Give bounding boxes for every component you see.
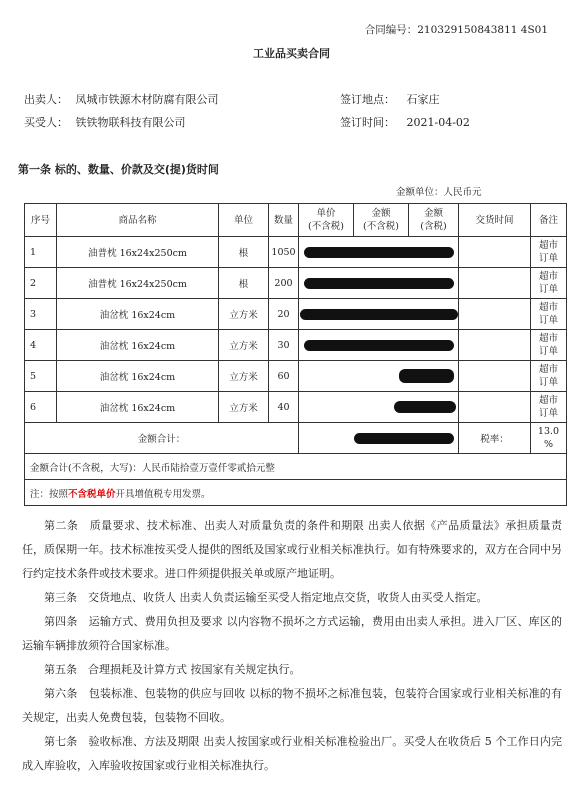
header-unit-price-line2: (不含税) — [308, 221, 344, 232]
table-row — [25, 299, 567, 330]
redacted-prices — [299, 330, 459, 361]
total-label: 金额合计： — [25, 423, 299, 454]
table-row — [25, 392, 567, 423]
row-delivery — [459, 237, 531, 268]
row-qty: 60 — [269, 361, 299, 392]
remark-line2: 订单 — [538, 408, 558, 419]
redacted-prices — [299, 361, 459, 392]
amount-in-words-row — [25, 454, 567, 480]
tax-label: 税率： — [459, 423, 531, 454]
redaction-mark — [304, 340, 454, 351]
redaction-mark — [304, 278, 454, 289]
remark-line1: 超市 — [538, 271, 558, 282]
redacted-prices — [299, 392, 459, 423]
remark-line1: 超市 — [538, 333, 558, 344]
remark-line2: 订单 — [538, 346, 558, 357]
remark-line2: 订单 — [538, 284, 558, 295]
clause-6: 第六条 包装标准、包装物的供应与回收 以标的物不损坏之标准包装，包装符合国家或行业相关标准的有关规定，出卖人免费包装，包装物不回收。 — [22, 687, 562, 724]
total-row — [25, 423, 567, 454]
contract-number — [365, 22, 548, 37]
clause-3: 第三条 交货地点、收货人 出卖人负责运输至买受人指定地点交货，收货人由买受人指定。 — [44, 591, 488, 604]
clause-2: 第二条 质量要求、技术标准、出卖人对质量负责的条件和期限 出卖人依据《产品质量法》承担质量责任，质保期一年。技术标准按买受人提供的图纸及国家或行业相关标准执行。如有特殊要求的，双方在合同中另行约定技术条件或技术要求。进口件须提供报关单或原产地证明。 — [22, 519, 562, 580]
remark-line1: 超市 — [538, 364, 558, 375]
header-amount-incl-line2: (含税) — [420, 221, 447, 232]
row-no: 4 — [25, 330, 57, 361]
row-no: 3 — [25, 299, 57, 330]
table-row — [25, 237, 567, 268]
header-name: 商品名称 — [57, 204, 219, 237]
header-unit-price — [299, 204, 354, 237]
invoice-note — [25, 480, 567, 506]
row-qty: 1050 — [269, 237, 299, 268]
remark-line1: 超市 — [538, 240, 558, 251]
row-remark — [531, 299, 567, 330]
row-remark — [531, 268, 567, 299]
row-delivery — [459, 268, 531, 299]
header-amount-excl — [354, 204, 409, 237]
row-qty: 200 — [269, 268, 299, 299]
row-delivery — [459, 392, 531, 423]
buyer-label: 买受人： — [24, 116, 68, 129]
seller-name: 凤城市铁源木材防腐有限公司 — [75, 93, 219, 106]
row-qty: 30 — [269, 330, 299, 361]
row-remark — [531, 392, 567, 423]
sign-date-value: 2021-04-02 — [406, 116, 470, 129]
row-product: 油普枕 16x24x250cm — [57, 237, 219, 268]
redacted-total — [299, 423, 459, 454]
amount-in-words: 金额合计(不含税，大写)：人民币陆拾壹万壹仟零贰拾元整 — [25, 454, 567, 480]
header-remark: 备注 — [531, 204, 567, 237]
redacted-prices — [299, 299, 459, 330]
sign-date-label: 签订时间： — [340, 116, 395, 129]
items-table — [24, 203, 567, 506]
invoice-note-row — [25, 480, 567, 506]
row-delivery — [459, 330, 531, 361]
table-row — [25, 268, 567, 299]
redacted-prices — [299, 237, 459, 268]
clause-4: 第四条 运输方式、费用负担及要求 以内容物不损坏之方式运输，费用由出卖人承担。进入厂区、库区的运输车辆排放须符合国家标准。 — [22, 615, 562, 652]
row-unit: 立方米 — [219, 330, 269, 361]
row-qty: 20 — [269, 299, 299, 330]
row-no: 6 — [25, 392, 57, 423]
header-qty: 数量 — [269, 204, 299, 237]
tax-rate-value: 13.0 — [537, 426, 560, 437]
row-product: 油岔枕 16x24cm — [57, 299, 219, 330]
remark-line2: 订单 — [538, 253, 558, 264]
buyer-line — [24, 114, 186, 130]
remark-line1: 超市 — [538, 395, 558, 406]
redaction-mark — [304, 247, 454, 258]
row-remark — [531, 237, 567, 268]
row-unit: 立方米 — [219, 299, 269, 330]
row-no: 2 — [25, 268, 57, 299]
table-header-row — [25, 204, 567, 237]
sign-place-line — [340, 91, 440, 107]
currency-unit-note: 金额单位：人民币元 — [396, 187, 482, 198]
header-amount-excl-line2: (不含税) — [363, 221, 399, 232]
row-unit: 根 — [219, 268, 269, 299]
redaction-mark — [354, 433, 454, 444]
sign-place-value: 石家庄 — [406, 93, 440, 106]
redaction-mark — [399, 369, 454, 383]
row-product: 油岔枕 16x24cm — [57, 361, 219, 392]
clause-5: 第五条 合理损耗及计算方式 按国家有关规定执行。 — [44, 663, 301, 676]
invoice-note-prefix: 注：按照 — [30, 488, 69, 500]
sign-date-line — [340, 114, 470, 130]
row-remark — [531, 361, 567, 392]
row-no: 1 — [25, 237, 57, 268]
buyer-name: 铁铁物联科技有限公司 — [75, 116, 186, 129]
header-amount-incl — [409, 204, 459, 237]
contract-clauses — [22, 514, 562, 778]
remark-line1: 超市 — [538, 302, 558, 313]
row-delivery — [459, 361, 531, 392]
seller-line — [24, 91, 219, 107]
contract-number-value: 210329150843811 4S01 — [417, 24, 548, 36]
table-row — [25, 330, 567, 361]
invoice-note-suffix: 开具增值税专用发票。 — [115, 488, 211, 500]
header-unit-price-line1: 单价 — [316, 208, 336, 219]
table-row — [25, 361, 567, 392]
contract-number-label: 合同编号： — [364, 24, 418, 36]
section-1-heading: 第一条 标的、数量、价款及交(提)货时间 — [18, 163, 219, 176]
seller-label: 出卖人： — [24, 93, 68, 106]
row-product: 油岔枕 16x24cm — [57, 392, 219, 423]
header-amount-incl-line1: 金额 — [423, 208, 443, 219]
clause-7: 第七条 验收标准、方法及期限 出卖人按国家或行业相关标准检验出厂。买受人在收货后 5 个工作日内完成入库验收，入库验收按国家或行业相关标准执行。 — [22, 735, 562, 772]
remark-line2: 订单 — [538, 377, 558, 388]
header-amount-excl-line1: 金额 — [371, 208, 391, 219]
row-unit: 立方米 — [219, 361, 269, 392]
redaction-mark — [394, 401, 456, 413]
row-product: 油普枕 16x24x250cm — [57, 268, 219, 299]
document-title: 工业品买卖合同 — [253, 47, 330, 60]
row-unit: 立方米 — [219, 392, 269, 423]
row-no: 5 — [25, 361, 57, 392]
row-unit: 根 — [219, 237, 269, 268]
header-no: 序号 — [25, 204, 57, 237]
invoice-note-highlight: 不含税单价 — [68, 488, 116, 500]
row-remark — [531, 330, 567, 361]
row-product: 油岔枕 16x24cm — [57, 330, 219, 361]
header-unit: 单位 — [219, 204, 269, 237]
remark-line2: 订单 — [538, 315, 558, 326]
header-delivery: 交货时间 — [459, 204, 531, 237]
tax-rate-unit: % — [543, 439, 554, 450]
redacted-prices — [299, 268, 459, 299]
tax-rate — [531, 423, 567, 454]
sign-place-label: 签订地点： — [340, 93, 395, 106]
row-qty: 40 — [269, 392, 299, 423]
row-delivery — [459, 299, 531, 330]
redaction-mark — [300, 309, 458, 320]
